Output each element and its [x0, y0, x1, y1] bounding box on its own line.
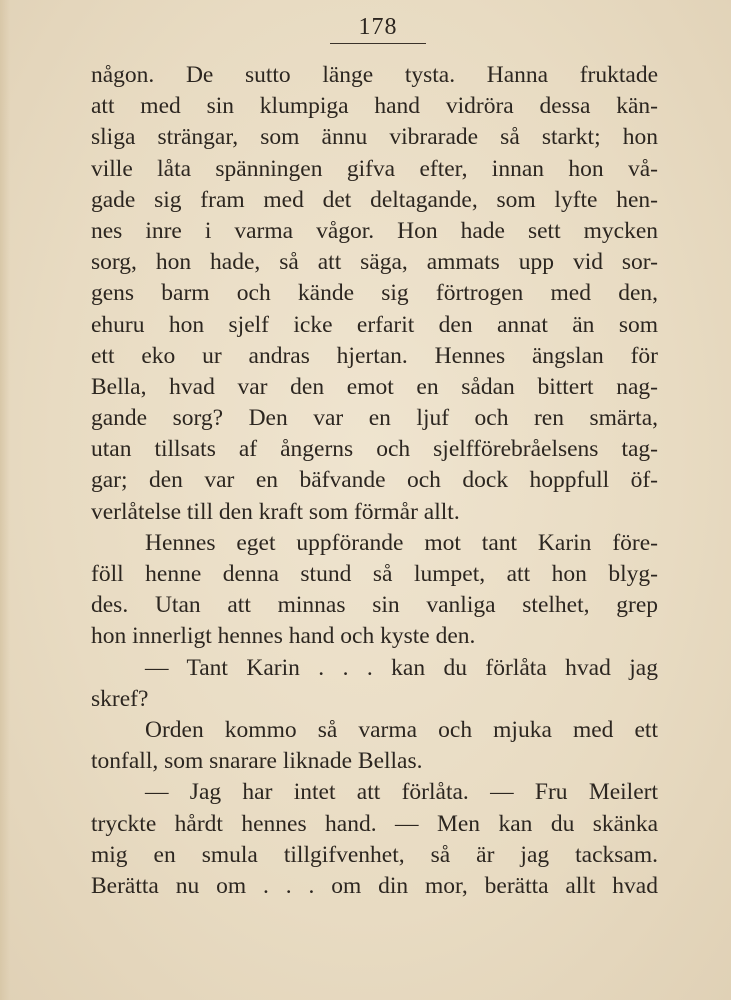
text-line: gar; den var en bäfvande och dock hoppfull öf-: [91, 467, 658, 494]
text-line: Berätta nu om . . . om din mor, berätta allt hvad: [91, 872, 658, 899]
text-line: — Jag har intet att förlåta. — Fru Meilert: [145, 779, 658, 806]
text-line: nes inre i varma vågor. Hon hade sett mycken: [91, 217, 658, 244]
text-line: Bella, hvad var den emot en sådan bittert nag-: [91, 373, 658, 400]
text-line: verlåtelse till den kraft som förmår allt.: [91, 498, 460, 525]
text-line: gande sorg? Den var en ljuf och ren smärta,: [91, 405, 658, 432]
text-line: Orden kommo så varma och mjuka med ett: [145, 716, 658, 743]
text-line: gens barm och kände sig förtrogen med den,: [91, 280, 658, 307]
text-line: Hennes eget uppförande mot tant Karin före-: [145, 529, 658, 556]
page-number-rule: [330, 43, 426, 44]
text-line: sliga strängar, som ännu vibrarade så starkt; hon: [91, 124, 658, 151]
text-line: ett eko ur andras hjertan. Hennes ängslan för: [91, 342, 658, 369]
text-line: — Tant Karin . . . kan du förlåta hvad jag: [145, 654, 658, 681]
page-number: 178: [358, 14, 398, 40]
text-line: tonfall, som snarare liknade Bellas.: [91, 748, 423, 775]
text-line: ehuru hon sjelf icke erfarit den annat än som: [91, 311, 658, 338]
text-line: ville låta spänningen gifva efter, innan hon vå-: [91, 155, 658, 182]
text-line: mig en smula tillgifvenhet, så är jag tacksam.: [91, 841, 658, 868]
body-text: [91, 60, 658, 902]
text-line: des. Utan att minnas sin vanliga stelhet, grep: [91, 592, 658, 619]
text-line: skref?: [91, 685, 149, 712]
text-line: någon. De sutto länge tysta. Hanna fruktade: [91, 62, 658, 88]
text-line: gade sig fram med det deltagande, som lyfte hen-: [91, 186, 658, 213]
text-line: tryckte hårdt hennes hand. — Men kan du skänka: [91, 810, 658, 837]
text-line: utan tillsats af ångerns och sjelfförebråelsens tag-: [91, 436, 658, 463]
text-line: att med sin klumpiga hand vidröra dessa kän-: [91, 93, 658, 120]
text-line: sorg, hon hade, så att säga, ammats upp vid sor-: [91, 249, 658, 276]
text-line: hon innerligt hennes hand och kyste den.: [91, 623, 476, 650]
page-binding-shadow: [0, 0, 10, 1000]
text-line: föll henne denna stund så lumpet, att hon blyg-: [91, 561, 658, 587]
